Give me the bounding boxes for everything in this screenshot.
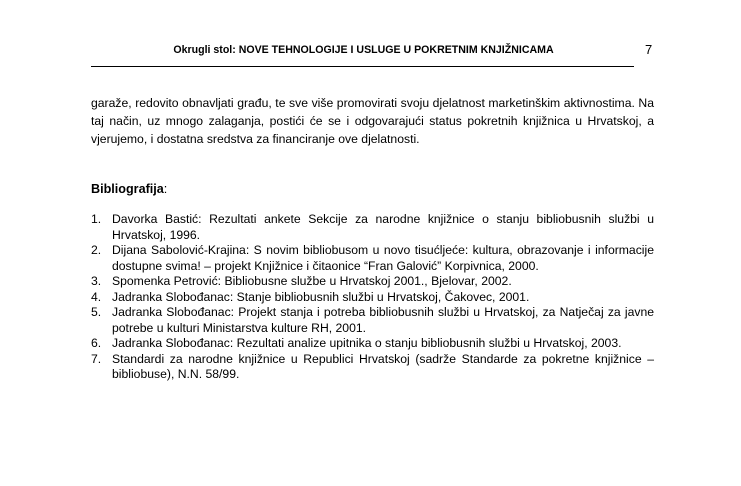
item-text: Davorka Bastić: Rezultati ankete Sekcije za narodne knjižnice o stanju bibliobusnih službi u Hrvatskoj, 1996.	[112, 212, 654, 242]
header-divider	[91, 66, 634, 67]
page-header	[91, 44, 636, 66]
bibliography-item	[91, 274, 654, 290]
bibliography-item	[91, 305, 654, 336]
item-number: 4.	[91, 289, 102, 304]
item-number: 2.	[91, 243, 102, 257]
body-paragraph: garaže, redovito obnavljati građu, te sve više promovirati svoju djelatnost marketinškim aktivnostima. Na taj način, uz mnogo zalaganja, postići će se i odgovarajući status pokretnih knjižnica u Hrvatskoj, a vjerujemo, i dostatna sredstva za financiranje ove djelatnosti.	[91, 96, 654, 146]
item-text: Jadranka Slobođanac: Rezultati analize upitnika o stanju bibliobusnih službi u Hrvatskoj, 2003.	[112, 336, 622, 350]
item-number: 7.	[91, 351, 102, 366]
bibliography-item	[91, 243, 654, 274]
header-title: Okrugli stol: NOVE TEHNOLOGIJE I USLUGE U POKRETNIM KNJIŽNICAMA	[173, 44, 554, 56]
bibliography-item	[91, 352, 654, 383]
bibliography-item	[91, 336, 654, 352]
bibliography-heading-text: Bibliografija	[91, 182, 164, 196]
bibliography-heading	[91, 182, 167, 196]
bibliography-item	[91, 290, 654, 306]
item-number: 5.	[91, 305, 102, 319]
item-text: Jadranka Slobođanac: Stanje bibliobusnih službi u Hrvatskoj, Čakovec, 2001.	[112, 289, 530, 304]
item-number: 6.	[91, 336, 102, 350]
item-text: Spomenka Petrović: Bibliobusne službe u Hrvatskoj 2001., Bjelovar, 2002.	[112, 274, 512, 288]
item-text: Dijana Sabolović-Krajina: S novim bibliobusom u novo tisućljeće: kultura, obrazovanje i informacije dostupne svima! – projekt Knjižnice i čitaonice “Fran Galović” Korpivnica, 2000.	[112, 243, 654, 273]
item-text: Jadranka Slobođanac: Projekt stanja i potreba bibliobusnih službi u Hrvatskoj, za Natječaj za javne potrebe u kulturi Ministarstva kulture RH, 2001.	[112, 305, 654, 335]
item-text: Standardi za narodne knjižnice u Republici Hrvatskoj (sadrže Standarde za pokretne knjižnice – bibliobuse), N.N. 58/99.	[112, 351, 654, 381]
item-number: 3.	[91, 274, 102, 288]
bibliography-item	[91, 212, 654, 243]
bibliography-heading-colon: :	[163, 182, 168, 196]
page-number: 7	[645, 42, 653, 57]
bibliography-list	[91, 212, 654, 383]
item-number: 1.	[91, 212, 102, 226]
